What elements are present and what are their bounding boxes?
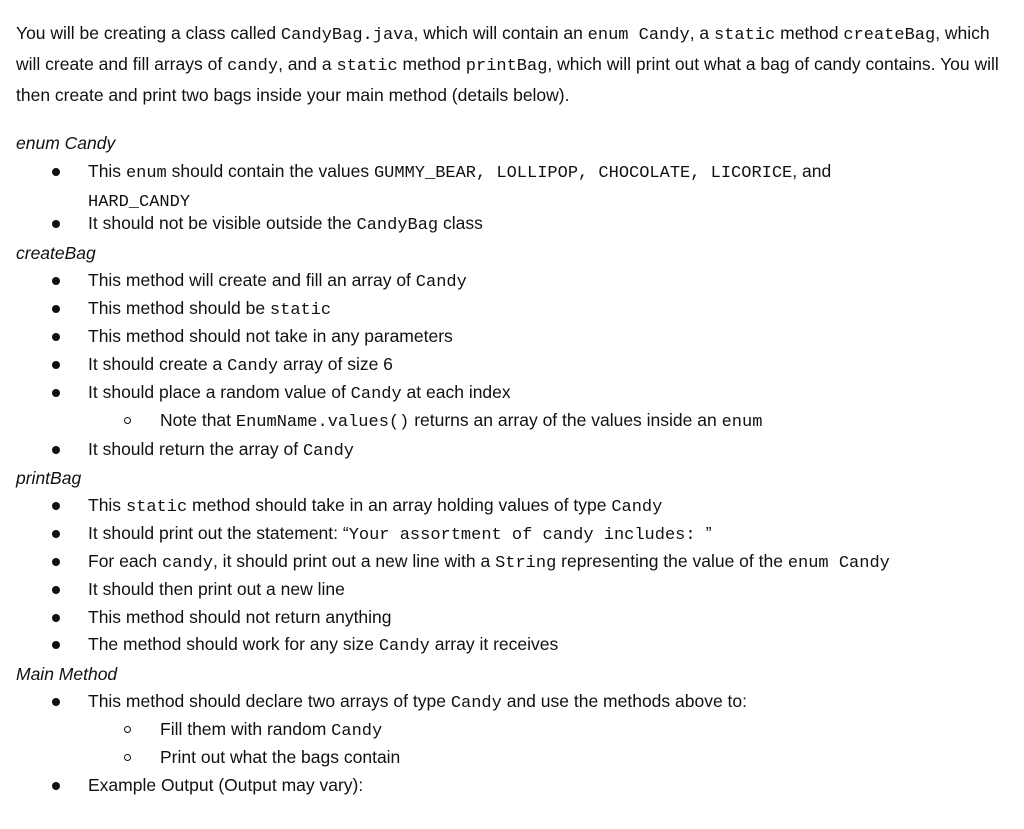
bullet-icon: [52, 558, 60, 566]
list-item: This method should be static: [88, 298, 332, 320]
bullet-icon: [52, 698, 60, 706]
bullet-icon: [52, 168, 60, 176]
section-heading-createbag: createBag: [16, 243, 96, 263]
sub-bullet-icon: [124, 726, 131, 733]
bullet-icon: [52, 782, 60, 790]
bullet-icon: [52, 502, 60, 510]
bullet-icon: [52, 305, 60, 313]
sub-list-item: Print out what the bags contain: [160, 747, 401, 767]
list-item: The method should work for any size Candy array it receives: [88, 634, 559, 656]
bullet-icon: [52, 333, 60, 341]
list-item: It should create a Candy array of size 6: [88, 354, 393, 376]
bullet-icon: [52, 220, 60, 228]
list-item: This method will create and fill an array of Candy: [88, 270, 467, 292]
list-item: It should then print out a new line: [88, 579, 345, 599]
list-item: This static method should take in an array holding values of type Candy: [88, 495, 663, 517]
bullet-icon: [52, 586, 60, 594]
list-item: It should place a random value of Candy at each index: [88, 382, 511, 404]
bullet-icon: [52, 361, 60, 369]
sub-bullet-icon: [124, 417, 131, 424]
sub-list-item: Fill them with random Candy: [160, 719, 383, 741]
section-heading-printbag: printBag: [16, 468, 82, 488]
list-item: It should return the array of Candy: [88, 439, 354, 461]
sub-list-item: Note that EnumName.values() returns an array of the values inside an enum: [160, 410, 763, 432]
list-item: This method should not take in any parameters: [88, 326, 453, 346]
list-item: For each candy, it should print out a new line with a String representing the value of the enum Candy: [88, 551, 890, 573]
bullet-icon: [52, 530, 60, 538]
list-item: Example Output (Output may vary):: [88, 775, 364, 795]
list-item: It should not be visible outside the CandyBag class: [88, 213, 483, 235]
bullet-icon: [52, 446, 60, 454]
bullet-icon: [52, 614, 60, 622]
section-heading-enum: enum Candy: [16, 133, 116, 153]
bullet-icon: [52, 389, 60, 397]
list-item: This method should not return anything: [88, 607, 392, 627]
section-heading-main: Main Method: [16, 664, 118, 684]
list-item: This enum should contain the values GUMMY_BEAR, LOLLIPOP, CHOCOLATE, LICORICE, and HARD_CANDY: [88, 161, 832, 212]
bullet-icon: [52, 641, 60, 649]
list-item: This method should declare two arrays of type Candy and use the methods above to:: [88, 691, 748, 713]
list-item: It should print out the statement: “Your assortment of candy includes: ”: [88, 523, 712, 545]
bullet-icon: [52, 277, 60, 285]
sub-bullet-icon: [124, 754, 131, 761]
intro-paragraph: You will be creating a class called CandyBag.java, which will contain an enum Candy, a static method createBag, which will create and fill arrays of candy, and a static method printBag, which will print out what a bag of candy contains. You will then create and print two bags inside your main method (details below).: [16, 23, 999, 105]
